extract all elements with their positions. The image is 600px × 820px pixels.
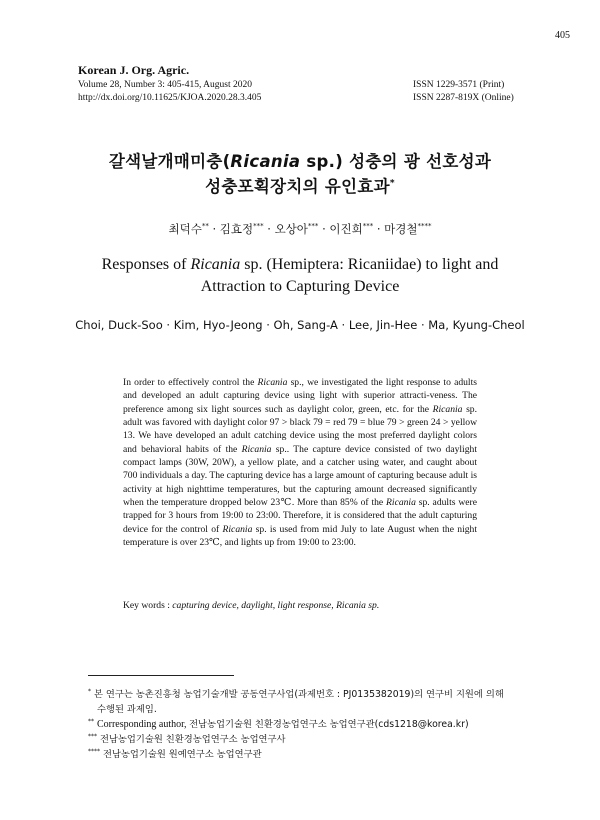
doi-link[interactable]: http://dx.doi.org/10.11625/KJOA.2020.28.3.405: [78, 93, 262, 103]
korean-title-line1: 갈색날개매미충(Ricania sp.) 성충의 광 선호성과: [108, 152, 492, 171]
issn-online: ISSN 2287-819X (Online): [413, 93, 514, 103]
english-title-line1: Responses of Ricania sp. (Hemiptera: Ricaniidae) to light and: [101, 256, 499, 273]
issn-print: ISSN 1229-3571 (Print): [413, 80, 505, 90]
footnote-2: ** Corresponding author, 전남농업기술원 친환경농업연구소 농업연구관(cds1218@korea.kr): [88, 717, 469, 730]
footnote-4: **** 전남농업기술원 원예연구소 농업연구관: [88, 747, 262, 760]
page-number: 405: [555, 30, 570, 41]
footnote-1: * 본 연구는 농촌진흥청 농업기술개발 공동연구사업(과제번호 : PJ0135382019)의 연구비 지원에 의해: [88, 687, 504, 700]
volume-line: Volume 28, Number 3: 405-415, August 2020: [78, 80, 252, 90]
korean-title-line2: 성충포획장치의 유인효과*: [205, 177, 395, 196]
keywords: Key words : capturing device, daylight, light response, Ricania sp.: [123, 600, 380, 611]
footnote-divider: [88, 675, 234, 676]
english-authors: Choi, Duck-Soo · Kim, Hyo-Jeong · Oh, Sang-A · Lee, Jin-Hee · Ma, Kyung-Cheol: [75, 318, 525, 332]
korean-authors: 최덕수** · 김효정*** · 오상아*** · 이진희*** · 마경철****: [168, 222, 432, 236]
abstract: In order to effectively control the Ricania sp., we investigated the light response to adults and developed an adult capturing device using light with superior attracti-veness. The preference among six light sources such as daylight color, green, etc. for the Ricania sp. adult was favored with daylight color 97 > black 79 = red 79 = blue 79 > green 24 > yellow 13. We have developed an adult catching device using the most preferred daylight colors and behavioral habits of the Ricania sp.. The capture device consisted of two daylight compact lamps (30W, 20W), a yellow plate, and a catcher using water, and caught about 700 individuals a day. The capturing device has a large amount of capturing because adult is activity at high nighttime temperatures, but the capturing amount decreased significantly when the temperature dropped below 23℃. More than 85% of the Ricania sp. adults were trapped for 3 hours from 19:00 to 23:00. Therefore, it is considered that the adult capturing device for the control of Ricania sp. is used from mid July to late August when the night temperature is over 23℃, and lights up from 19:00 to 23:00.: [123, 377, 477, 549]
english-title-line2: Attraction to Capturing Device: [200, 278, 400, 295]
footnote-1-cont: 수행된 과제임.: [97, 704, 157, 715]
journal-name: Korean J. Org. Agric.: [78, 63, 190, 77]
footnote-3: *** 전남농업기술원 친환경농업연구소 농업연구사: [88, 732, 286, 745]
